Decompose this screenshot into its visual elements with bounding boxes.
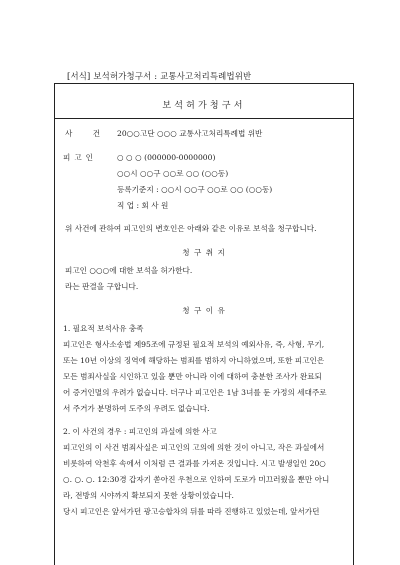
document-title: 보석허가청구서	[162, 101, 246, 111]
section-1-line: 피고인은 형사소송법 제95조에 규정된 필요적 보석의 예외사유, 즉, 사형, 무기,	[63, 340, 325, 349]
reason-heading: 청 구 이 유	[182, 306, 226, 315]
occupation: 직 업 : 회 사 원	[117, 201, 169, 210]
registered-address: 등록기준지 : ○○시 ○○구 ○○로 ○○ (○○동)	[117, 185, 273, 194]
purpose-heading: 청 구 취 지	[182, 248, 226, 257]
section-2-title: 2. 이 사건의 경우 : 피고인의 과실에 의한 사고	[63, 427, 217, 436]
section-1-line: 어 증거인멸의 우려가 없습니다. 더구나 피고인은 1남 3녀를 둔 가정의 세대주로	[63, 388, 327, 397]
defendant-name: ○ ○ ○ (000000-0000000)	[117, 153, 216, 162]
section-2-line: 피고인의 이 사건 범죄사실은 피고인의 고의에 의한 것이 아니고, 작은 과실에서	[63, 443, 325, 452]
document-frame	[54, 83, 354, 565]
case-label: 사 건	[65, 129, 110, 138]
title-divider	[55, 118, 353, 119]
section-1-line: 모든 범죄사실을 시인하고 있을 뿐만 아니라 이에 대하여 충분한 조사가 완료되	[63, 372, 322, 381]
section-1-line: 서 주거가 분명하여 도주의 우려도 없습니다.	[63, 404, 210, 413]
section-2-line: 라, 전방의 시야까지 확보되지 못한 상황이었습니다.	[63, 491, 234, 500]
section-1-line: 또는 10년 이상의 징역에 해당하는 범죄를 범하지 아니하였으며, 또한 피고인은	[63, 356, 325, 365]
case-value: 20○○고단 ○○○ 교통사고처리특례법 위반	[117, 129, 263, 138]
section-2-line: 비롯하여 악천후 속에서 이처럼 큰 결과를 가져온 것입니다. 시고 발생일인 20○	[63, 459, 326, 468]
section-2-line: ○. ○. ○. 12:30경 갑자기 쏟아진 우천으로 인하여 도로가 미끄러웠을 뿐만 아니	[63, 475, 330, 484]
form-header-line: [서식] 보석허가청구서 : 교통사고처리특례법위반	[67, 71, 252, 81]
defendant-label: 피고인	[63, 153, 98, 162]
section-1-title: 1. 필요적 보석사유 충족	[63, 324, 144, 333]
purpose-line-1: 피고인 ○○○에 대한 보석을 허가한다.	[65, 266, 193, 275]
purpose-line-2: 라는 판결을 구합니다.	[65, 282, 139, 291]
intro-text: 위 사건에 관하여 피고인의 변호인은 아래와 같은 이유로 보석을 청구합니다.	[65, 224, 317, 233]
section-2-line: 당시 피고인은 앞서가던 광고승합차의 뒤를 따라 진행하고 있었는데, 앞서가던	[63, 507, 320, 516]
defendant-address: ○○시 ○○구 ○○로 ○○ (○○동)	[117, 169, 229, 178]
